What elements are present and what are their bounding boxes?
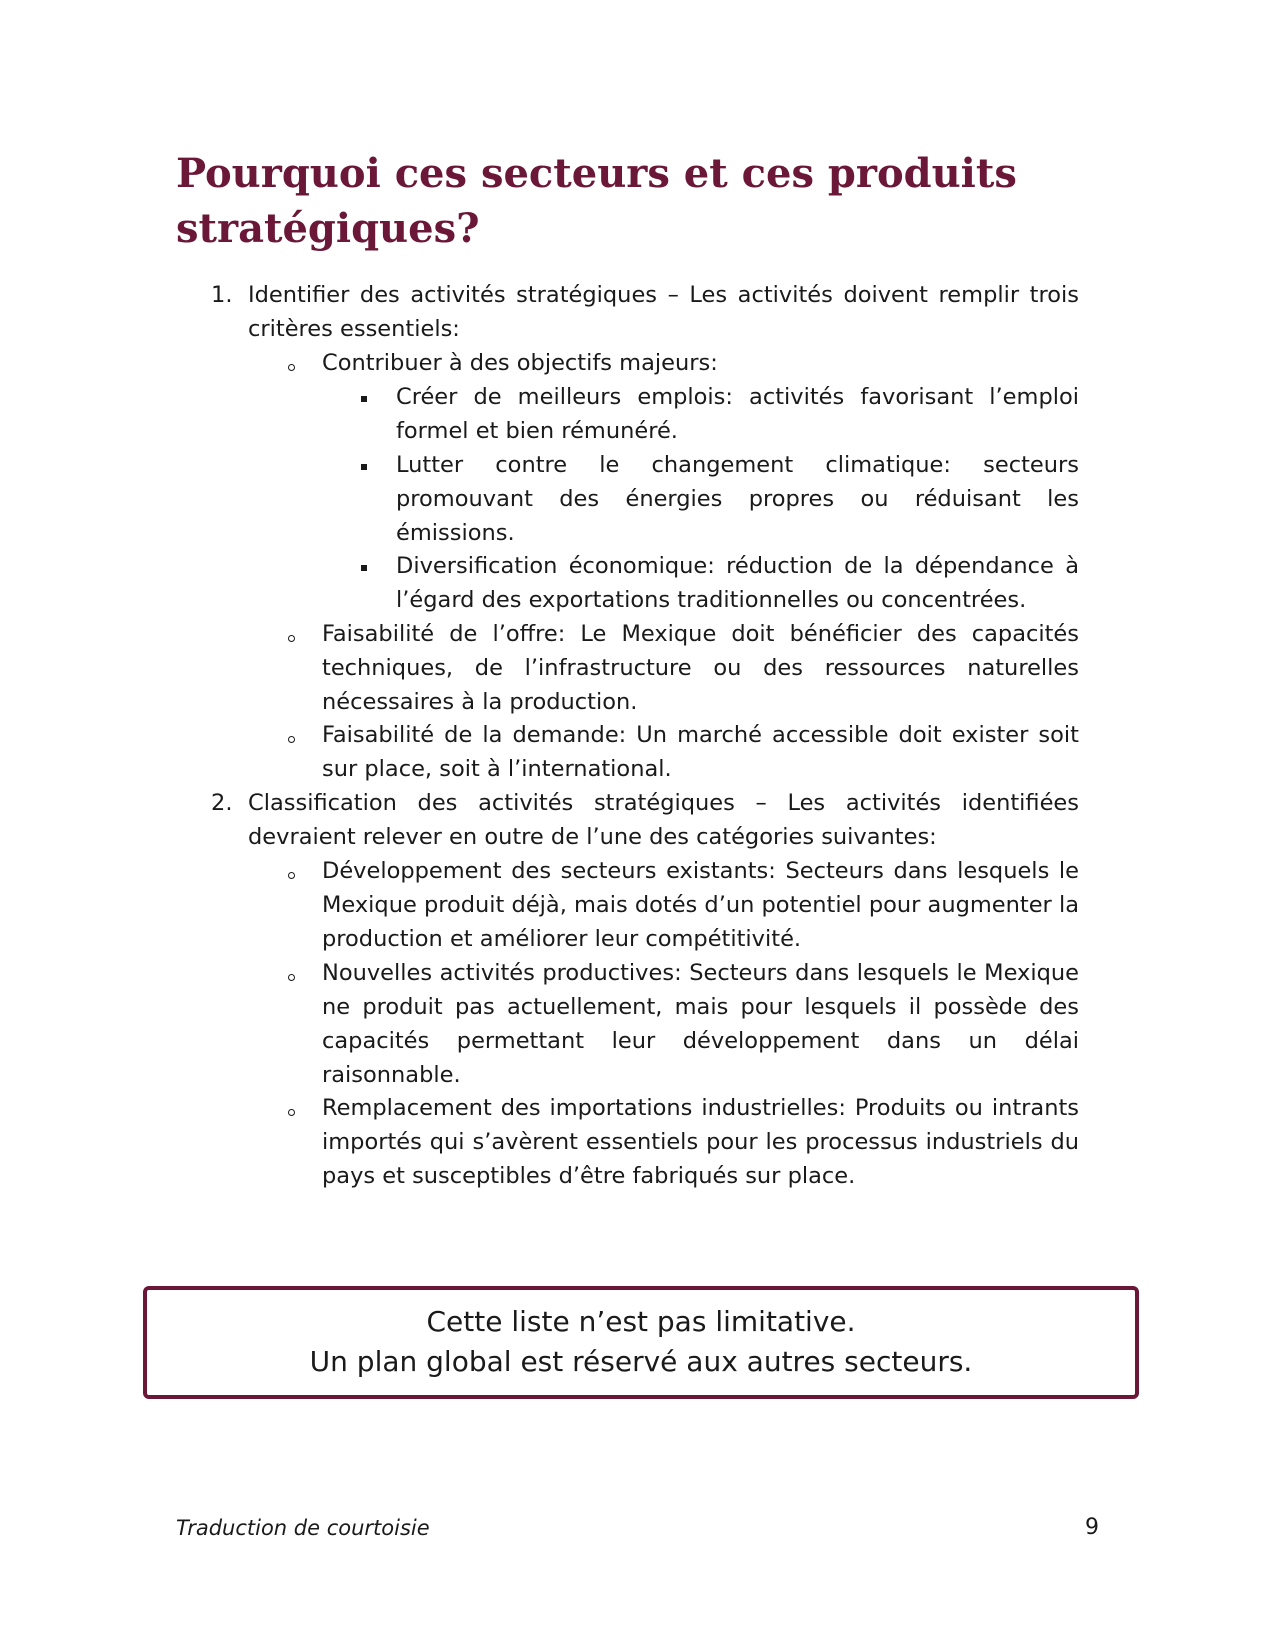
note-box [143,1286,1139,1399]
circle-bullet-icon [288,736,295,743]
sub-list-item: Remplacement des importations industrielles: Produits ou intrants importés qui s’avèrent essentiels pour les processus industriels du pays et susceptibles d’être fabriqués sur place. [322,1095,1079,1189]
circle-bullet-icon [288,635,295,642]
circle-bullet-icon [288,974,295,981]
sub-list-item: Contribuer à des objectifs majeurs: [322,350,718,376]
note-line-1: Cette liste n’est pas limitative. [426,1305,856,1338]
sub-list-item: Nouvelles activités productives: Secteurs dans lesquels le Mexique ne produit pas actuellement, mais pour lesquels il possède des capacités permettant leur développement dans un délai raisonnable. [322,960,1079,1088]
page-number: 9 [1085,1515,1099,1540]
list-number: 1. [211,282,233,308]
sub-list-item: Faisabilité de la demande: Un marché accessible doit exister soit sur place, soit à l’international. [322,722,1079,782]
circle-bullet-icon [288,364,295,371]
sub-list-item: Faisabilité de l’offre: Le Mexique doit bénéficier des capacités techniques, de l’infrastructure ou des ressources naturelles nécessaires à la production. [322,621,1079,715]
sub-sub-list-item: Diversification économique: réduction de la dépendance à l’égard des exportations traditionnelles ou concentrées. [396,553,1079,613]
footer-label: Traduction de courtoisie [176,1516,430,1540]
sub-sub-list-item: Lutter contre le changement climatique: secteurs promouvant des énergies propres ou réduisant les émissions. [396,452,1079,546]
sub-list-item: Développement des secteurs existants: Secteurs dans lesquels le Mexique produit déjà, mais dotés d’un potentiel pour augmenter la production et améliorer leur compétitivité. [322,858,1079,952]
square-bullet-icon [361,396,367,402]
list-number: 2. [211,790,233,816]
list-item: Identifier des activités stratégiques – Les activités doivent remplir trois critères essentiels: [248,282,1079,342]
note-line-2: Un plan global est réservé aux autres secteurs. [309,1345,973,1378]
list-item: Classification des activités stratégiques – Les activités identifiées devraient relever en outre de l’une des catégories suivantes: [248,790,1079,850]
sub-sub-list-item: Créer de meilleurs emplois: activités favorisant l’emploi formel et bien rémunéré. [396,384,1079,444]
square-bullet-icon [361,464,367,470]
square-bullet-icon [361,565,367,571]
circle-bullet-icon [288,872,295,879]
page-title: Pourquoi ces secteurs et ces produits stratégiques? [176,150,1017,252]
circle-bullet-icon [288,1109,295,1116]
